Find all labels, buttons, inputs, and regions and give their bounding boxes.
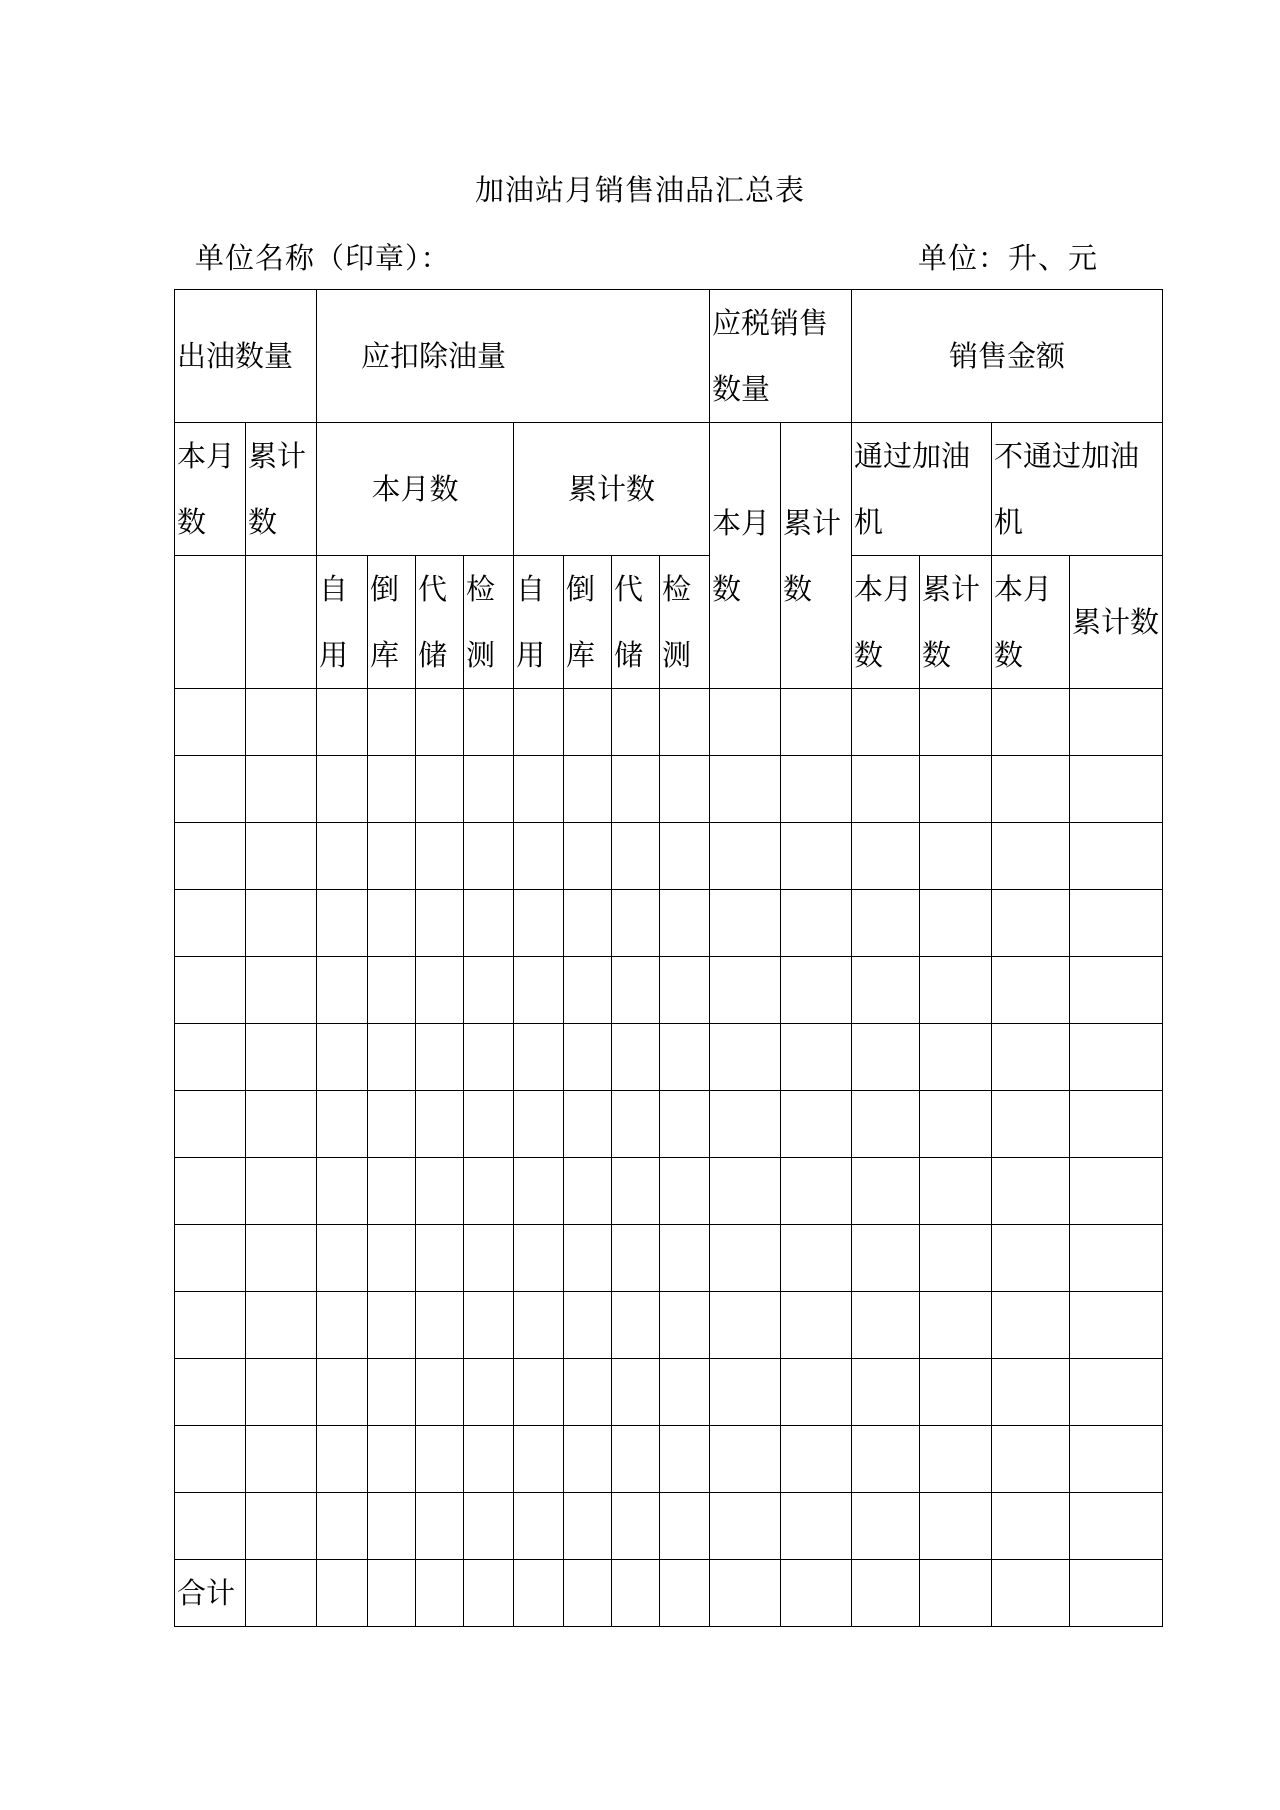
table-cell[interactable] (660, 756, 710, 823)
table-cell[interactable] (416, 1292, 464, 1359)
table-cell[interactable] (246, 957, 317, 1024)
header-transfer-2: 倒库 (564, 556, 612, 689)
table-cell[interactable] (920, 1292, 992, 1359)
table-cell[interactable] (514, 1024, 564, 1091)
table-cell[interactable] (612, 1024, 660, 1091)
table-cell[interactable] (416, 1426, 464, 1493)
header-sales: 销售金额 (852, 290, 1163, 423)
header-via-cumulative: 累计数 (920, 556, 992, 689)
table-cell[interactable] (992, 1091, 1070, 1158)
total-cell[interactable] (992, 1560, 1070, 1627)
table-cell[interactable] (317, 756, 368, 823)
table-cell[interactable] (368, 756, 416, 823)
table-cell[interactable] (781, 1158, 852, 1225)
table-cell[interactable] (464, 689, 514, 756)
table-cell[interactable] (660, 1493, 710, 1560)
page-title: 加油站月销售油品汇总表 (474, 173, 805, 207)
table-cell[interactable] (368, 1359, 416, 1426)
table-cell[interactable] (564, 689, 612, 756)
table-cell[interactable] (416, 1359, 464, 1426)
table-cell[interactable] (416, 1024, 464, 1091)
table-cell[interactable] (368, 890, 416, 957)
table-row (175, 756, 1163, 823)
table-cell[interactable] (317, 823, 368, 890)
total-cell[interactable] (781, 1560, 852, 1627)
table-cell[interactable] (564, 957, 612, 1024)
header-cumulative: 累计数 (246, 423, 317, 556)
table-row (175, 823, 1163, 890)
table-cell[interactable] (317, 1024, 368, 1091)
table-cell[interactable] (781, 1359, 852, 1426)
table-cell[interactable] (992, 1292, 1070, 1359)
table-cell[interactable] (416, 1158, 464, 1225)
table-cell[interactable] (317, 1091, 368, 1158)
table-cell[interactable] (416, 823, 464, 890)
table-cell[interactable] (992, 1493, 1070, 1560)
table-cell[interactable] (246, 756, 317, 823)
table-cell[interactable] (710, 1091, 781, 1158)
table-cell[interactable] (992, 1426, 1070, 1493)
header-taxable-this-month: 本月数 (710, 423, 781, 689)
table-cell[interactable] (514, 957, 564, 1024)
table-cell[interactable] (992, 957, 1070, 1024)
total-row (175, 1560, 1163, 1627)
table-cell[interactable] (175, 823, 246, 890)
unit-name-label: 单位名称（印章）： (195, 241, 451, 275)
table-cell[interactable] (1070, 1024, 1163, 1091)
table-cell[interactable] (781, 1292, 852, 1359)
table-cell[interactable] (1070, 957, 1163, 1024)
table-cell[interactable] (1070, 689, 1163, 756)
table-row (175, 1292, 1163, 1359)
table-cell[interactable] (175, 1493, 246, 1560)
table-cell[interactable] (464, 890, 514, 957)
table-row (175, 1493, 1163, 1560)
header-row-2 (175, 423, 1163, 556)
table-cell[interactable] (852, 1359, 920, 1426)
total-cell[interactable] (710, 1560, 781, 1627)
table-cell[interactable] (175, 957, 246, 1024)
table-cell[interactable] (514, 1493, 564, 1560)
total-cell[interactable] (416, 1560, 464, 1627)
table-cell[interactable] (175, 1158, 246, 1225)
header-self-use-2: 自用 (514, 556, 564, 689)
table-cell[interactable] (246, 890, 317, 957)
table-cell[interactable] (612, 890, 660, 957)
table-cell[interactable] (246, 1359, 317, 1426)
summary-table (174, 289, 1163, 1627)
table-cell[interactable] (612, 1292, 660, 1359)
table-cell[interactable] (416, 689, 464, 756)
table-cell[interactable] (781, 1426, 852, 1493)
table-cell[interactable] (660, 890, 710, 957)
table-cell[interactable] (317, 957, 368, 1024)
table-cell[interactable] (660, 689, 710, 756)
header-testing: 检测 (464, 556, 514, 689)
table-cell[interactable] (992, 1158, 1070, 1225)
header-transfer: 倒库 (368, 556, 416, 689)
table-cell[interactable] (992, 1359, 1070, 1426)
table-cell[interactable] (852, 1493, 920, 1560)
table-cell[interactable] (246, 1292, 317, 1359)
total-cell[interactable] (514, 1560, 564, 1627)
table-cell[interactable] (368, 689, 416, 756)
table-cell[interactable] (1070, 1426, 1163, 1493)
table-cell[interactable] (612, 1091, 660, 1158)
table-cell[interactable] (710, 1292, 781, 1359)
table-cell[interactable] (781, 823, 852, 890)
table-cell[interactable] (514, 1158, 564, 1225)
table-cell[interactable] (660, 823, 710, 890)
table-cell[interactable] (368, 823, 416, 890)
unit-label: 单位：升、元 (918, 241, 1099, 275)
table-cell[interactable] (564, 1493, 612, 1560)
table-cell[interactable] (612, 1359, 660, 1426)
table-cell[interactable] (514, 1359, 564, 1426)
table-cell[interactable] (246, 1493, 317, 1560)
table-cell[interactable] (710, 1493, 781, 1560)
table-cell[interactable] (175, 1426, 246, 1493)
table-cell[interactable] (781, 1225, 852, 1292)
header-deduct: 应扣除油量 (317, 290, 710, 423)
table-cell[interactable] (175, 890, 246, 957)
table-cell[interactable] (920, 823, 992, 890)
table-cell[interactable] (852, 957, 920, 1024)
table-cell[interactable] (464, 1225, 514, 1292)
table-cell[interactable] (920, 957, 992, 1024)
table-cell[interactable] (1070, 1493, 1163, 1560)
total-cell[interactable] (368, 1560, 416, 1627)
table-cell[interactable] (175, 1225, 246, 1292)
header-deduct-cumulative: 累计数 (514, 423, 710, 556)
table-cell[interactable] (514, 756, 564, 823)
table-cell[interactable] (920, 1426, 992, 1493)
header-outflow: 出油数量 (175, 290, 317, 423)
table-cell[interactable] (992, 689, 1070, 756)
table-cell[interactable] (660, 1225, 710, 1292)
table-cell[interactable] (920, 689, 992, 756)
header-via-this-month: 本月数 (852, 556, 920, 689)
table-cell[interactable] (514, 890, 564, 957)
table-row (175, 1024, 1163, 1091)
table-cell[interactable] (368, 1493, 416, 1560)
table-cell[interactable] (781, 957, 852, 1024)
table-cell[interactable] (1070, 756, 1163, 823)
table-cell[interactable] (992, 1024, 1070, 1091)
total-label: 合计 (175, 1560, 246, 1627)
table-cell[interactable] (514, 1426, 564, 1493)
table-cell[interactable] (920, 756, 992, 823)
table-cell[interactable] (416, 1225, 464, 1292)
table-cell[interactable] (368, 957, 416, 1024)
table-cell[interactable] (852, 1225, 920, 1292)
table-cell[interactable] (317, 1426, 368, 1493)
table-cell[interactable] (1070, 1359, 1163, 1426)
table-cell[interactable] (464, 1426, 514, 1493)
table-cell[interactable] (920, 1225, 992, 1292)
table-cell[interactable] (564, 1359, 612, 1426)
table-cell[interactable] (416, 756, 464, 823)
header-not-via-cumulative: 累计数 (1070, 556, 1163, 689)
table-cell[interactable] (564, 1292, 612, 1359)
table-cell[interactable] (920, 1091, 992, 1158)
table-cell[interactable] (660, 1292, 710, 1359)
table-cell[interactable] (246, 1426, 317, 1493)
table-cell[interactable] (368, 1024, 416, 1091)
table-cell[interactable] (246, 1024, 317, 1091)
table-cell[interactable] (612, 957, 660, 1024)
total-cell[interactable] (612, 1560, 660, 1627)
table-cell[interactable] (992, 756, 1070, 823)
table-cell[interactable] (612, 756, 660, 823)
table-cell[interactable] (175, 1024, 246, 1091)
total-cell[interactable] (852, 1560, 920, 1627)
table-cell[interactable] (710, 823, 781, 890)
table-cell[interactable] (852, 756, 920, 823)
table-cell[interactable] (710, 1359, 781, 1426)
table-cell[interactable] (368, 1292, 416, 1359)
table-cell[interactable] (246, 1158, 317, 1225)
table-cell[interactable] (660, 1426, 710, 1493)
table-cell[interactable] (612, 1493, 660, 1560)
table-cell[interactable] (710, 1426, 781, 1493)
total-cell[interactable] (464, 1560, 514, 1627)
table-cell[interactable] (781, 689, 852, 756)
table-cell[interactable] (660, 957, 710, 1024)
table-cell[interactable] (612, 823, 660, 890)
total-cell[interactable] (317, 1560, 368, 1627)
table-cell[interactable] (660, 1091, 710, 1158)
table-row (175, 689, 1163, 756)
table-cell[interactable] (368, 1225, 416, 1292)
table-cell[interactable] (1070, 1225, 1163, 1292)
table-cell[interactable] (781, 756, 852, 823)
table-cell[interactable] (1070, 1091, 1163, 1158)
table-cell[interactable] (317, 890, 368, 957)
table-cell[interactable] (1070, 823, 1163, 890)
table-cell[interactable] (564, 1158, 612, 1225)
table-cell[interactable] (464, 756, 514, 823)
table-cell[interactable] (317, 1158, 368, 1225)
table-cell[interactable] (464, 823, 514, 890)
table-cell[interactable] (514, 1225, 564, 1292)
header-blank-cell (175, 556, 246, 689)
table-cell[interactable] (564, 823, 612, 890)
header-taxable: 应税销售数量 (710, 290, 852, 423)
table-cell[interactable] (612, 1426, 660, 1493)
table-cell[interactable] (246, 1091, 317, 1158)
table-cell[interactable] (710, 1024, 781, 1091)
table-row (175, 1225, 1163, 1292)
table-cell[interactable] (781, 1024, 852, 1091)
table-row (175, 1158, 1163, 1225)
table-row (175, 1426, 1163, 1493)
header-storage: 代储 (416, 556, 464, 689)
table-row (175, 1091, 1163, 1158)
table-cell[interactable] (514, 689, 564, 756)
table-cell[interactable] (710, 1225, 781, 1292)
table-cell[interactable] (852, 1292, 920, 1359)
header-this-month: 本月数 (175, 423, 246, 556)
table-cell[interactable] (992, 1225, 1070, 1292)
header-row-1 (175, 290, 1163, 423)
table-cell[interactable] (175, 756, 246, 823)
table-cell[interactable] (317, 1225, 368, 1292)
table-cell[interactable] (464, 1024, 514, 1091)
table-cell[interactable] (514, 1091, 564, 1158)
header-storage-2: 代储 (612, 556, 660, 689)
table-cell[interactable] (992, 890, 1070, 957)
table-cell[interactable] (781, 1091, 852, 1158)
table-cell[interactable] (317, 1359, 368, 1426)
table-cell[interactable] (416, 1493, 464, 1560)
table-cell[interactable] (416, 957, 464, 1024)
table-cell[interactable] (920, 1024, 992, 1091)
header-deduct-this-month: 本月数 (317, 423, 514, 556)
table-cell[interactable] (564, 1225, 612, 1292)
table-cell[interactable] (852, 823, 920, 890)
table-cell[interactable] (175, 1292, 246, 1359)
table-cell[interactable] (464, 1359, 514, 1426)
header-row-3 (175, 556, 1163, 689)
table-cell[interactable] (514, 1292, 564, 1359)
table-cell[interactable] (246, 823, 317, 890)
table-cell[interactable] (660, 1158, 710, 1225)
table-cell[interactable] (1070, 890, 1163, 957)
table-cell[interactable] (464, 1158, 514, 1225)
table-cell[interactable] (852, 890, 920, 957)
table-cell[interactable] (564, 890, 612, 957)
table-cell[interactable] (564, 1091, 612, 1158)
table-cell[interactable] (852, 689, 920, 756)
table-cell[interactable] (612, 1158, 660, 1225)
total-cell[interactable] (246, 1560, 317, 1627)
table-cell[interactable] (710, 689, 781, 756)
table-cell[interactable] (1070, 1292, 1163, 1359)
table-cell[interactable] (710, 756, 781, 823)
table-cell[interactable] (317, 1493, 368, 1560)
header-not-via-this-month: 本月数 (992, 556, 1070, 689)
table-cell[interactable] (852, 1024, 920, 1091)
table-cell[interactable] (246, 1225, 317, 1292)
table-cell[interactable] (564, 1024, 612, 1091)
total-cell[interactable] (920, 1560, 992, 1627)
table-cell[interactable] (992, 823, 1070, 890)
table-cell[interactable] (564, 1426, 612, 1493)
header-blank-cell (246, 556, 317, 689)
table-cell[interactable] (175, 689, 246, 756)
table-cell[interactable] (852, 1091, 920, 1158)
table-cell[interactable] (612, 689, 660, 756)
table-cell[interactable] (464, 1292, 514, 1359)
table-row (175, 890, 1163, 957)
table-cell[interactable] (564, 756, 612, 823)
table-cell[interactable] (920, 890, 992, 957)
header-via-machine: 通过加油机 (852, 423, 992, 556)
header-not-via-machine: 不通过加油机 (992, 423, 1163, 556)
table-cell[interactable] (246, 689, 317, 756)
table-cell[interactable] (710, 890, 781, 957)
header-self-use: 自用 (317, 556, 368, 689)
table-cell[interactable] (368, 1158, 416, 1225)
table-cell[interactable] (175, 1359, 246, 1426)
table-cell[interactable] (612, 1225, 660, 1292)
table-cell[interactable] (368, 1426, 416, 1493)
table-cell[interactable] (368, 1091, 416, 1158)
table-row (175, 957, 1163, 1024)
table-cell[interactable] (781, 1493, 852, 1560)
table-cell[interactable] (464, 1091, 514, 1158)
table-cell[interactable] (852, 1426, 920, 1493)
table-cell[interactable] (920, 1158, 992, 1225)
total-cell[interactable] (564, 1560, 612, 1627)
table-cell[interactable] (514, 823, 564, 890)
header-taxable-cumulative: 累计数 (781, 423, 852, 689)
table-cell[interactable] (464, 957, 514, 1024)
table-cell[interactable] (464, 1493, 514, 1560)
table-cell[interactable] (781, 890, 852, 957)
table-body (175, 689, 1163, 1560)
table-cell[interactable] (920, 1359, 992, 1426)
header-testing-2: 检测 (660, 556, 710, 689)
table-cell[interactable] (317, 1292, 368, 1359)
table-cell[interactable] (710, 1158, 781, 1225)
table-cell[interactable] (416, 1091, 464, 1158)
table-cell[interactable] (416, 890, 464, 957)
table-cell[interactable] (920, 1493, 992, 1560)
total-cell[interactable] (1070, 1560, 1163, 1627)
table-cell[interactable] (710, 957, 781, 1024)
table-cell[interactable] (660, 1024, 710, 1091)
table-row (175, 1359, 1163, 1426)
table-cell[interactable] (317, 689, 368, 756)
table-cell[interactable] (1070, 1158, 1163, 1225)
table-cell[interactable] (175, 1091, 246, 1158)
table-cell[interactable] (660, 1359, 710, 1426)
total-cell[interactable] (660, 1560, 710, 1627)
table-cell[interactable] (852, 1158, 920, 1225)
